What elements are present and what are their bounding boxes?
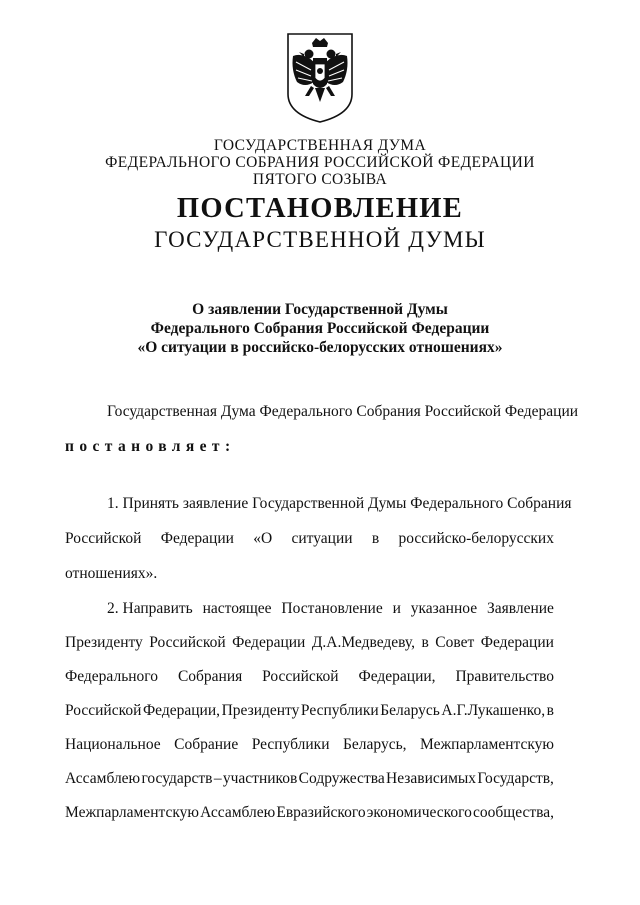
word: Межпарламентскую xyxy=(420,736,554,753)
coat-of-arms-emblem xyxy=(285,30,355,124)
header-line-convocation: ПЯТОГО СОЗЫВА xyxy=(252,171,388,188)
word: Федерации xyxy=(160,530,234,547)
word: Российской xyxy=(149,634,226,651)
item-2-line-4 xyxy=(65,702,554,720)
word: Собрания xyxy=(177,668,243,685)
word: Федерального xyxy=(65,668,159,685)
word: сообщества, xyxy=(473,804,554,821)
word: государств xyxy=(141,770,213,787)
word: настоящее xyxy=(202,600,272,617)
header-line-assembly: ФЕДЕРАЛЬНОГО СОБРАНИЯ РОССИЙСКОЙ ФЕДЕРАЦИИ xyxy=(105,154,535,171)
word: «О xyxy=(253,530,273,547)
word: в xyxy=(546,702,554,719)
word: и xyxy=(392,600,401,617)
word: Федерации, xyxy=(142,702,221,719)
item-2-line-3 xyxy=(65,668,554,686)
word: в xyxy=(421,634,429,651)
item-2-line-7 xyxy=(65,804,554,822)
word: Правительство xyxy=(455,668,554,685)
word: Российской xyxy=(262,668,339,685)
resolves-word: постановляет: xyxy=(65,438,236,455)
word: Ассамблею xyxy=(200,804,276,821)
item-1-line-2 xyxy=(65,530,554,548)
item-2-line-5 xyxy=(65,736,554,754)
word: Российской xyxy=(65,530,142,547)
word: ситуации xyxy=(291,530,353,547)
word: Президенту xyxy=(65,634,143,651)
word: Постановление xyxy=(281,600,383,617)
item-2-line-2 xyxy=(65,634,554,652)
word: – xyxy=(213,770,222,787)
word: Российской xyxy=(65,702,142,719)
word: 2. Направить xyxy=(107,600,193,617)
word: Федерации xyxy=(232,634,306,651)
word: в xyxy=(371,530,380,547)
item-2-line-1 xyxy=(107,600,554,618)
word: Федерации xyxy=(480,634,554,651)
word: экономического xyxy=(366,804,472,821)
item-1-line-1: 1. Принять заявление Государственной Думы Федерального Собрания xyxy=(107,495,572,512)
item-2-line-6 xyxy=(65,770,554,788)
word: Беларусь xyxy=(380,702,440,719)
word: Республики xyxy=(300,702,379,719)
word: Заявление xyxy=(486,600,554,617)
word: Межпарламентскую xyxy=(65,804,199,821)
word: Президенту xyxy=(221,702,300,719)
subject-line-1: О заявлении Государственной Думы xyxy=(192,301,448,318)
word: Д.А.Медведеву, xyxy=(311,634,415,651)
word: российско-белорусских xyxy=(398,530,554,547)
word: участников xyxy=(222,770,298,787)
document-subtitle: ГОСУДАРСТВЕННОЙ ДУМЫ xyxy=(154,227,486,252)
word: Собрание xyxy=(174,736,239,753)
word: Независимых xyxy=(386,770,477,787)
word: Совет xyxy=(435,634,475,651)
word: Республики xyxy=(251,736,330,753)
word: Содружества xyxy=(298,770,385,787)
subject-line-2: Федерального Собрания Российской Федерации xyxy=(150,320,490,337)
item-1-line-3: отношениях». xyxy=(65,565,158,582)
document-title: ПОСТАНОВЛЕНИЕ xyxy=(176,193,464,224)
header-line-duma: ГОСУДАРСТВЕННАЯ ДУМА xyxy=(213,137,427,154)
word: А.Г.Лукашенко, xyxy=(441,702,546,719)
word: указанное xyxy=(410,600,478,617)
intro-paragraph: Государственная Дума Федерального Собрания Российской Федерации xyxy=(107,403,579,420)
word: Государств, xyxy=(477,770,554,787)
word: Беларусь, xyxy=(343,736,407,753)
subject-line-3: «О ситуации в российско-белорусских отношениях» xyxy=(137,339,503,356)
word: Ассамблею xyxy=(65,770,141,787)
word: Евразийского xyxy=(276,804,366,821)
word: Национальное xyxy=(65,736,161,753)
word: Федерации, xyxy=(358,668,436,685)
